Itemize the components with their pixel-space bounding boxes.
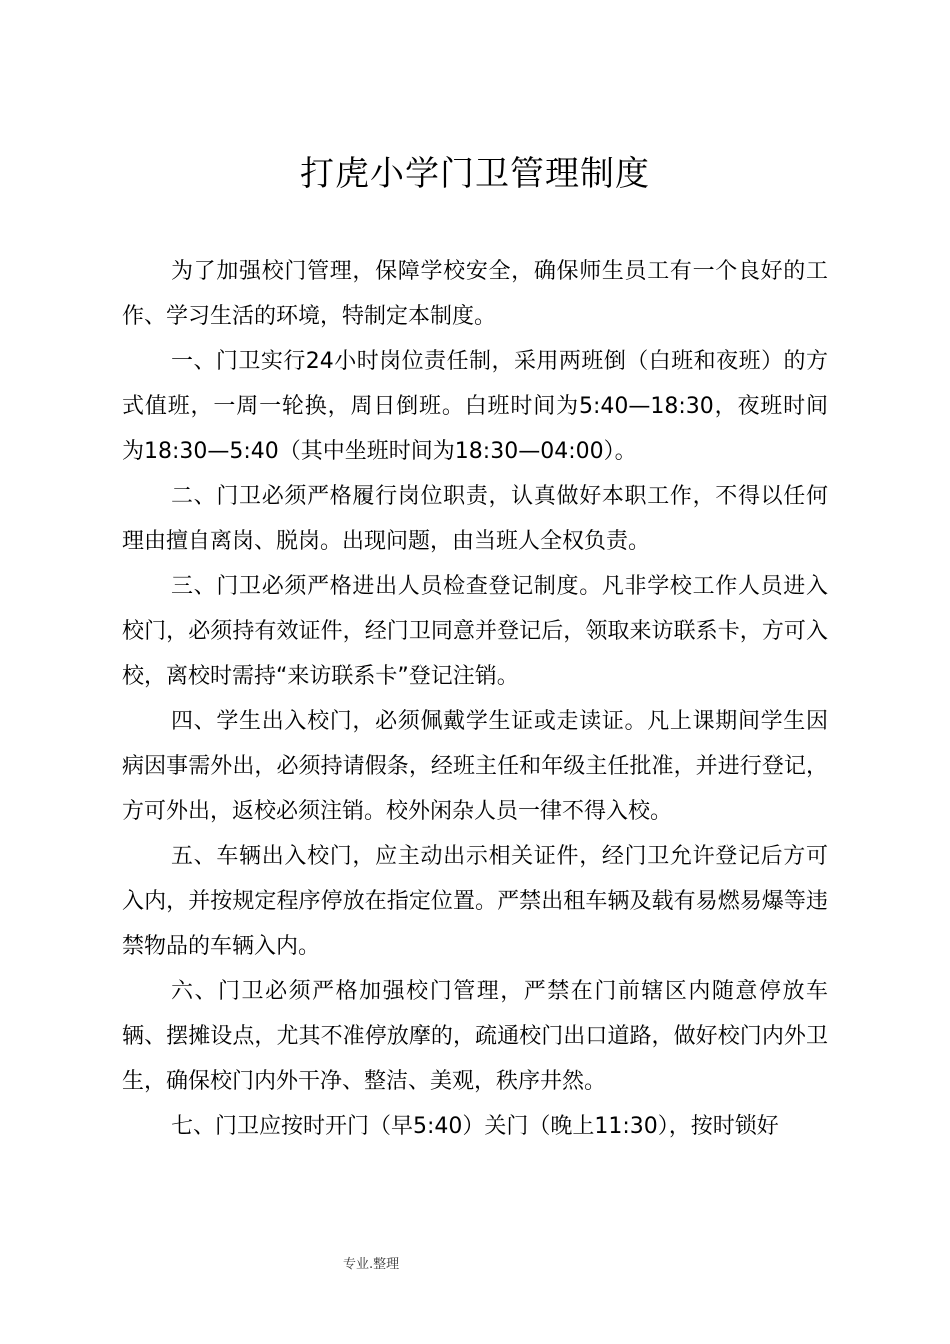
paragraph-rule-3: 三、门卫必须严格进出人员检查登记制度。凡非学校工作人员进入校门，必须持有效证件，经门卫同意并登记后，领取来访联系卡，方可入校，离校时需持“来访联系卡”登记注销。	[122, 574, 828, 689]
paragraph-rule-5: 五、车辆出入校门，应主动出示相关证件，经门卫允许登记后方可入内，并按规定程序停放在指定位置。严禁出租车辆及载有易燃易爆等违禁物品的车辆入内。	[122, 844, 828, 959]
document-title: 打虎小学门卫管理制度	[300, 154, 650, 194]
paragraph-rule-2: 二、门卫必须严格履行岗位职责，认真做好本职工作，不得以任何理由擅自离岗、脱岗。出现问题，由当班人全权负责。	[122, 484, 828, 554]
paragraph-rule-6: 六、门卫必须严格加强校门管理，严禁在门前辖区内随意停放车辆、摆摊设点，尤其不准停放摩的，疏通校门出口道路，做好校门内外卫生，确保校门内外干净、整洁、美观，秩序井然。	[122, 979, 828, 1094]
paragraph-intro: 为了加强校门管理，保障学校安全，确保师生员工有一个良好的工作、学习生活的环境，特制定本制度。	[122, 259, 828, 329]
paragraph-rule-1: 一、门卫实行24小时岗位责任制，采用两班倒（白班和夜班）的方式值班，一周一轮换，周日倒班。白班时间为5:40—18:30，夜班时间为18:30—5:40（其中坐班时间为18:30—04:00）。	[122, 349, 828, 464]
paragraph-rule-7: 七、门卫应按时开门（早5:40）关门（晚上11:30），按时锁好	[171, 1114, 779, 1139]
page-footer: 专业.整理	[343, 1257, 400, 1272]
paragraph-rule-4: 四、学生出入校门，必须佩戴学生证或走读证。凡上课期间学生因病因事需外出，必须持请假条，经班主任和年级主任批准，并进行登记，方可外出，返校必须注销。校外闲杂人员一律不得入校。	[122, 709, 828, 824]
document-body	[122, 249, 828, 1149]
